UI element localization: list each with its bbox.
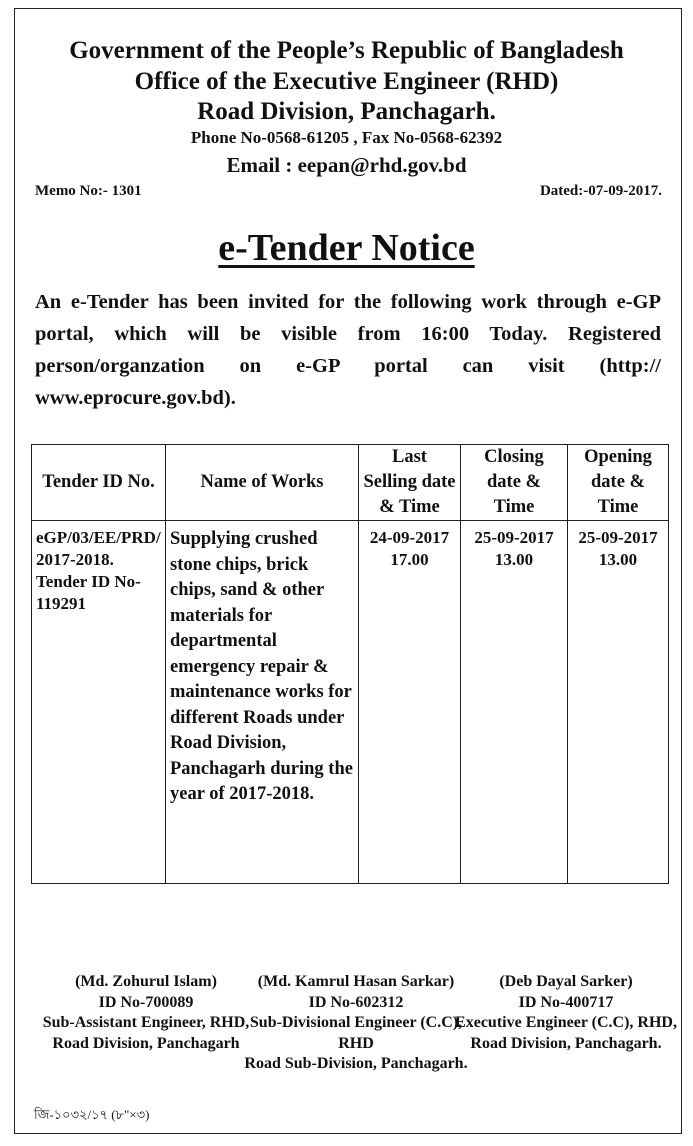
signatory-office: Road Division, Panchagarh.: [470, 1034, 662, 1052]
signatory-designation: Executive Engineer (C.C), RHD,: [455, 1014, 677, 1031]
col-header-closing: Closing date & Time: [461, 445, 568, 521]
signatory-name: (Md. Zohurul Islam): [75, 973, 217, 990]
signatory-sub-assistant-engineer: [30, 972, 262, 1054]
col-header-opening: Opening date & Time: [568, 445, 669, 521]
notice-intro: An e-Tender has been invited for the following work through e-GP portal, which will be visible from 16:00 Today. Registered person/organzation on e-GP portal can visit (http:// www.eprocure.gov.bd).: [35, 291, 661, 409]
header-division: Road Division, Panchagarh.: [197, 98, 496, 125]
notice-title: [0, 226, 693, 270]
signatory-office: Road Division, Panchagarh: [52, 1034, 240, 1052]
last-selling-date: 24-09-2017: [369, 528, 450, 547]
header-email: Email : eepan@rhd.gov.bd: [226, 153, 467, 177]
memo-number: Memo No:- 1301: [35, 183, 142, 199]
opening-time: 13.00: [598, 550, 638, 569]
signatory-office: Road Sub-Division, Panchagarh.: [244, 1055, 468, 1072]
header-government: Government of the People’s Republic of Bangladesh: [69, 37, 624, 64]
col-header-name-of-works: Name of Works: [166, 445, 359, 521]
memo-date: Dated:-07-09-2017.: [539, 183, 662, 199]
tender-table: [31, 444, 669, 884]
cell-last-selling: [359, 521, 461, 884]
signatory-designation: Sub-Assistant Engineer, RHD,: [42, 1014, 250, 1031]
signatory-designation: Sub-Divisional Engineer (C.C), RHD: [249, 1014, 463, 1052]
header-office: Office of the Executive Engineer (RHD): [134, 68, 559, 95]
last-selling-time: 17.00: [390, 550, 429, 569]
signatory-name: (Deb Dayal Sarker): [499, 973, 633, 990]
closing-date: 25-09-2017: [474, 528, 554, 547]
cell-closing: [461, 521, 568, 884]
closing-time: 13.00: [494, 550, 534, 569]
signatory-id: ID No-602312: [308, 993, 404, 1011]
cell-opening: [568, 521, 669, 884]
cell-name-of-works: Supplying crushed stone chips, brick chips, sand & other materials for departmental emergency repair & maintenance works for different Roads under Road Division, Panchagarh during the year of 2017-2018.: [166, 521, 359, 884]
table-row: [32, 521, 669, 884]
cell-tender-id: eGP/03/EE/PRD/ 2017-2018. Tender ID No- 119291: [32, 521, 166, 884]
table-header-row: [32, 445, 669, 521]
signatory-name: (Md. Kamrul Hasan Sarkar): [257, 973, 455, 990]
print-reference-code: জি-১০৩২/১৭ (৮"×৩): [34, 1107, 150, 1122]
signatory-id: ID No-700089: [98, 993, 194, 1011]
col-header-tender-id: Tender ID No.: [32, 445, 166, 521]
col-header-last-selling: Last Selling date & Time: [359, 445, 461, 521]
header-phone-fax: Phone No-0568-61205 , Fax No-0568-62392: [190, 128, 503, 147]
signatory-executive-engineer: [450, 972, 682, 1054]
signatory-sub-divisional-engineer: [240, 972, 472, 1075]
notice-title-text: e-Tender Notice: [218, 227, 475, 269]
signatory-id: ID No-400717: [518, 993, 614, 1011]
opening-date: 25-09-2017: [578, 528, 658, 547]
